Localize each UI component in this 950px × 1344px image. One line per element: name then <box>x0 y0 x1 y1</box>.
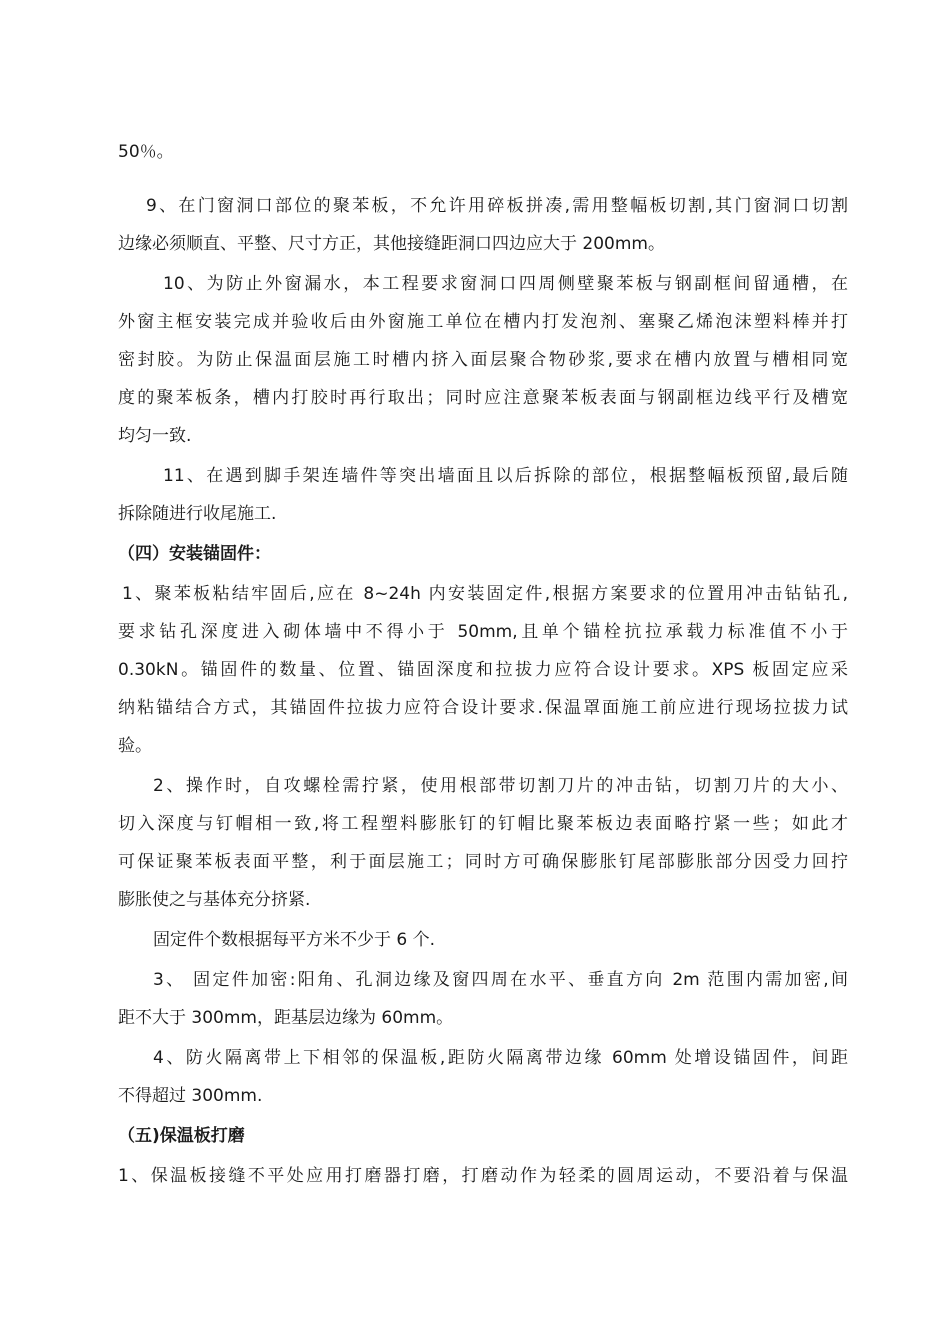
section-heading: （五)保温板打磨 <box>118 1126 245 1146</box>
text-line: 不得超过 300mm. <box>118 1086 263 1106</box>
section-heading: （四）安装锚固件： <box>118 544 271 564</box>
text-line: 要求钻孔深度进入砌体墙中不得小于 50mm,且单个锚栓抗拉承载力标准值不小于 <box>118 622 848 642</box>
text-line: 切入深度与钉帽相一致,将工程塑料膨胀钉的钉帽比聚苯板边表面略拧紧一些；如此才 <box>118 814 848 834</box>
text-line: 4、防火隔离带上下相邻的保温板,距防火隔离带边缘 60mm 处增设锚固件，间距 <box>153 1048 848 1068</box>
text-line: 固定件个数根据每平方米不少于 6 个. <box>153 930 436 950</box>
text-line: 10、为防止外窗漏水，本工程要求窗洞口四周侧壁聚苯板与钢副框间留通槽，在 <box>163 274 848 294</box>
text-line: 11、在遇到脚手架连墙件等突出墙面且以后拆除的部位，根据整幅板预留,最后随 <box>163 466 848 486</box>
text-line: 膨胀使之与基体充分挤紧. <box>118 890 311 910</box>
text-line: 度的聚苯板条，槽内打胶时再行取出；同时应注意聚苯板表面与钢副框边线平行及槽宽 <box>118 388 848 408</box>
text-line: 距不大于 300mm，距基层边缘为 60mm。 <box>118 1008 454 1028</box>
text-line: 纳粘锚结合方式，其锚固件拉拔力应符合设计要求.保温罩面施工前应进行现场拉拔力试 <box>118 698 848 718</box>
text-line: 可保证聚苯板表面平整，利于面层施工；同时方可确保膨胀钉尾部膨胀部分因受力回拧 <box>118 852 848 872</box>
text-line: 9、在门窗洞口部位的聚苯板，不允许用碎板拼凑,需用整幅板切割,其门窗洞口切割 <box>146 196 848 216</box>
text-line: 验。 <box>118 736 152 756</box>
text-line: 外窗主框安装完成并验收后由外窗施工单位在槽内打发泡剂、塞聚乙烯泡沫塑料棒并打 <box>118 312 848 332</box>
text-line: 50％。 <box>118 142 174 162</box>
text-line: 2、操作时，自攻螺栓需拧紧，使用根部带切割刀片的冲击钻，切割刀片的大小、 <box>153 776 848 796</box>
text-line: 边缘必须顺直、平整、尺寸方正，其他接缝距洞口四边应大于 200mm。 <box>118 234 665 254</box>
text-line: 均匀一致. <box>118 426 192 446</box>
text-line: 密封胶。为防止保温面层施工时槽内挤入面层聚合物砂浆,要求在槽内放置与槽相同宽 <box>118 350 848 370</box>
text-line: 0.30kN。锚固件的数量、位置、锚固深度和拉拔力应符合设计要求。XPS 板固定应采 <box>118 660 848 680</box>
text-line: 拆除随进行收尾施工. <box>118 504 277 524</box>
text-line: 3、 固定件加密:阳角、孔洞边缘及窗四周在水平、垂直方向 2m 范围内需加密,间 <box>153 970 848 990</box>
text-line: 1、保温板接缝不平处应用打磨器打磨，打磨动作为轻柔的圆周运动，不要沿着与保温 <box>118 1166 848 1186</box>
text-line: 1、聚苯板粘结牢固后,应在 8~24h 内安装固定件,根据方案要求的位置用冲击钻钻孔, <box>122 584 848 604</box>
